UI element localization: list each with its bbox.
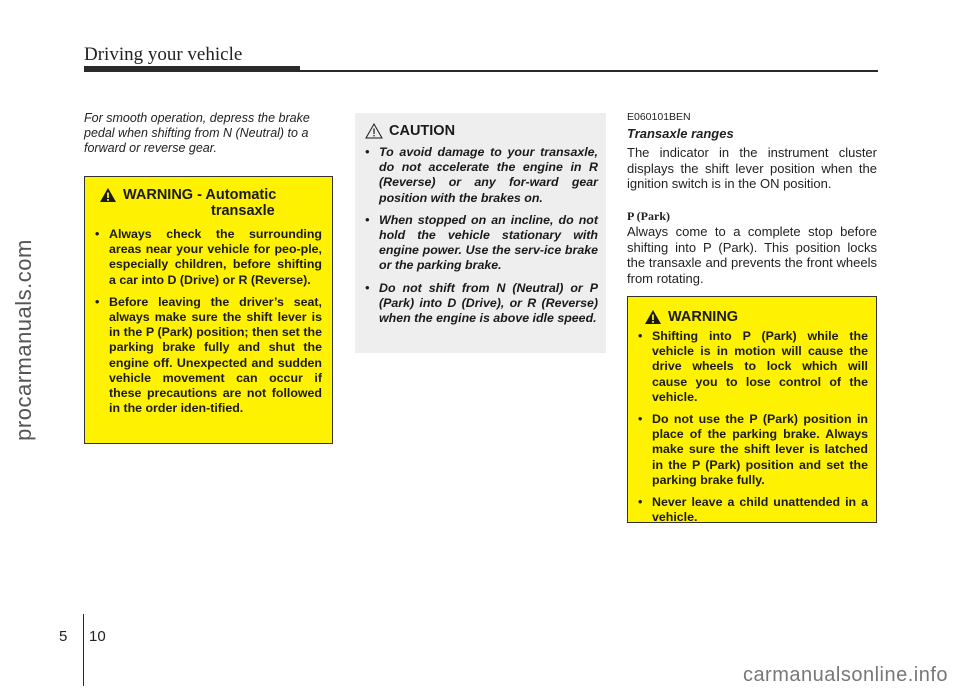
list-item: • When stopped on an incline, do not hold the vehicle stationary with engine power. Use the serv-ice brake or the parking brake.	[365, 213, 598, 274]
park-heading: P (Park)	[627, 209, 670, 223]
page-number: 10	[89, 628, 106, 645]
header-rule-thin	[84, 70, 878, 72]
warning-triangle-icon	[99, 187, 117, 203]
warning-automatic-title-line2: transaxle	[211, 203, 275, 219]
warning-automatic-transaxle-box	[84, 176, 333, 444]
warning-park-title	[644, 309, 868, 325]
caution-box	[355, 113, 606, 353]
footer-divider	[83, 614, 84, 686]
caution-title-text: CAUTION	[389, 123, 456, 139]
section-paragraph-1: The indicator in the instrument cluster displays the shift lever position when the ignition switch is in the ON position.	[627, 145, 877, 191]
section-subtitle: Transaxle ranges	[627, 126, 734, 141]
caution-list	[365, 145, 598, 326]
list-item: • Do not shift from N (Neutral) or P (Park) into D (Drive), or R (Reverse) when the engine is above idle speed.	[365, 281, 598, 327]
section-paragraph-2: Always come to a complete stop before shifting into P (Park). This position locks the transaxle and prevents the front wheels from rotating.	[627, 224, 877, 286]
warning-park-box	[627, 296, 877, 523]
warning-park-title-text: WARNING	[668, 309, 739, 325]
list-item: • To avoid damage to your transaxle, do not accelerate the engine in R (Reverse) or any for-ward gear position with the brakes on.	[365, 145, 598, 206]
list-item: • Always check the surrounding areas near your vehicle for peo-ple, especially children, before shifting a car into D (Drive) or R (Reverse).	[95, 227, 322, 288]
list-item: • Never leave a child unattended in a vehicle.	[638, 495, 868, 525]
section-code: E060101BEN	[627, 111, 691, 123]
intro-paragraph: For smooth operation, depress the brake pedal when shifting from N (Neutral) to a forward or reverse gear.	[84, 111, 310, 155]
warning-automatic-title	[99, 187, 322, 219]
list-item: • Before leaving the driver’s seat, always make sure the shift lever is in the P (Park) position; then set the parking brake fully and shut the engine off. Unexpected and sudden vehicle movement can occur if these precautions are not followed in the order iden-tified.	[95, 295, 322, 417]
caution-title	[365, 123, 598, 139]
side-watermark	[4, 160, 44, 520]
warning-automatic-title-line1: WARNING - Automatic	[123, 187, 277, 203]
warning-triangle-icon	[644, 309, 662, 325]
list-item: • Do not use the P (Park) position in place of the parking brake. Always make sure the shift lever is latched in the P (Park) position and set the parking brake fully.	[638, 412, 868, 488]
warning-automatic-list	[95, 227, 322, 416]
bottom-watermark: carmanualsonline.info	[742, 664, 948, 686]
section-number: 5	[59, 628, 68, 645]
side-watermark-text: procarmanuals.com	[11, 239, 36, 441]
list-item: • Shifting into P (Park) while the vehicle is in motion will cause the drive wheels to lock which will cause you to lose control of the vehicle.	[638, 329, 868, 405]
caution-triangle-icon	[365, 123, 383, 139]
page-header-title: Driving your vehicle	[84, 44, 243, 65]
warning-park-list	[638, 329, 868, 525]
